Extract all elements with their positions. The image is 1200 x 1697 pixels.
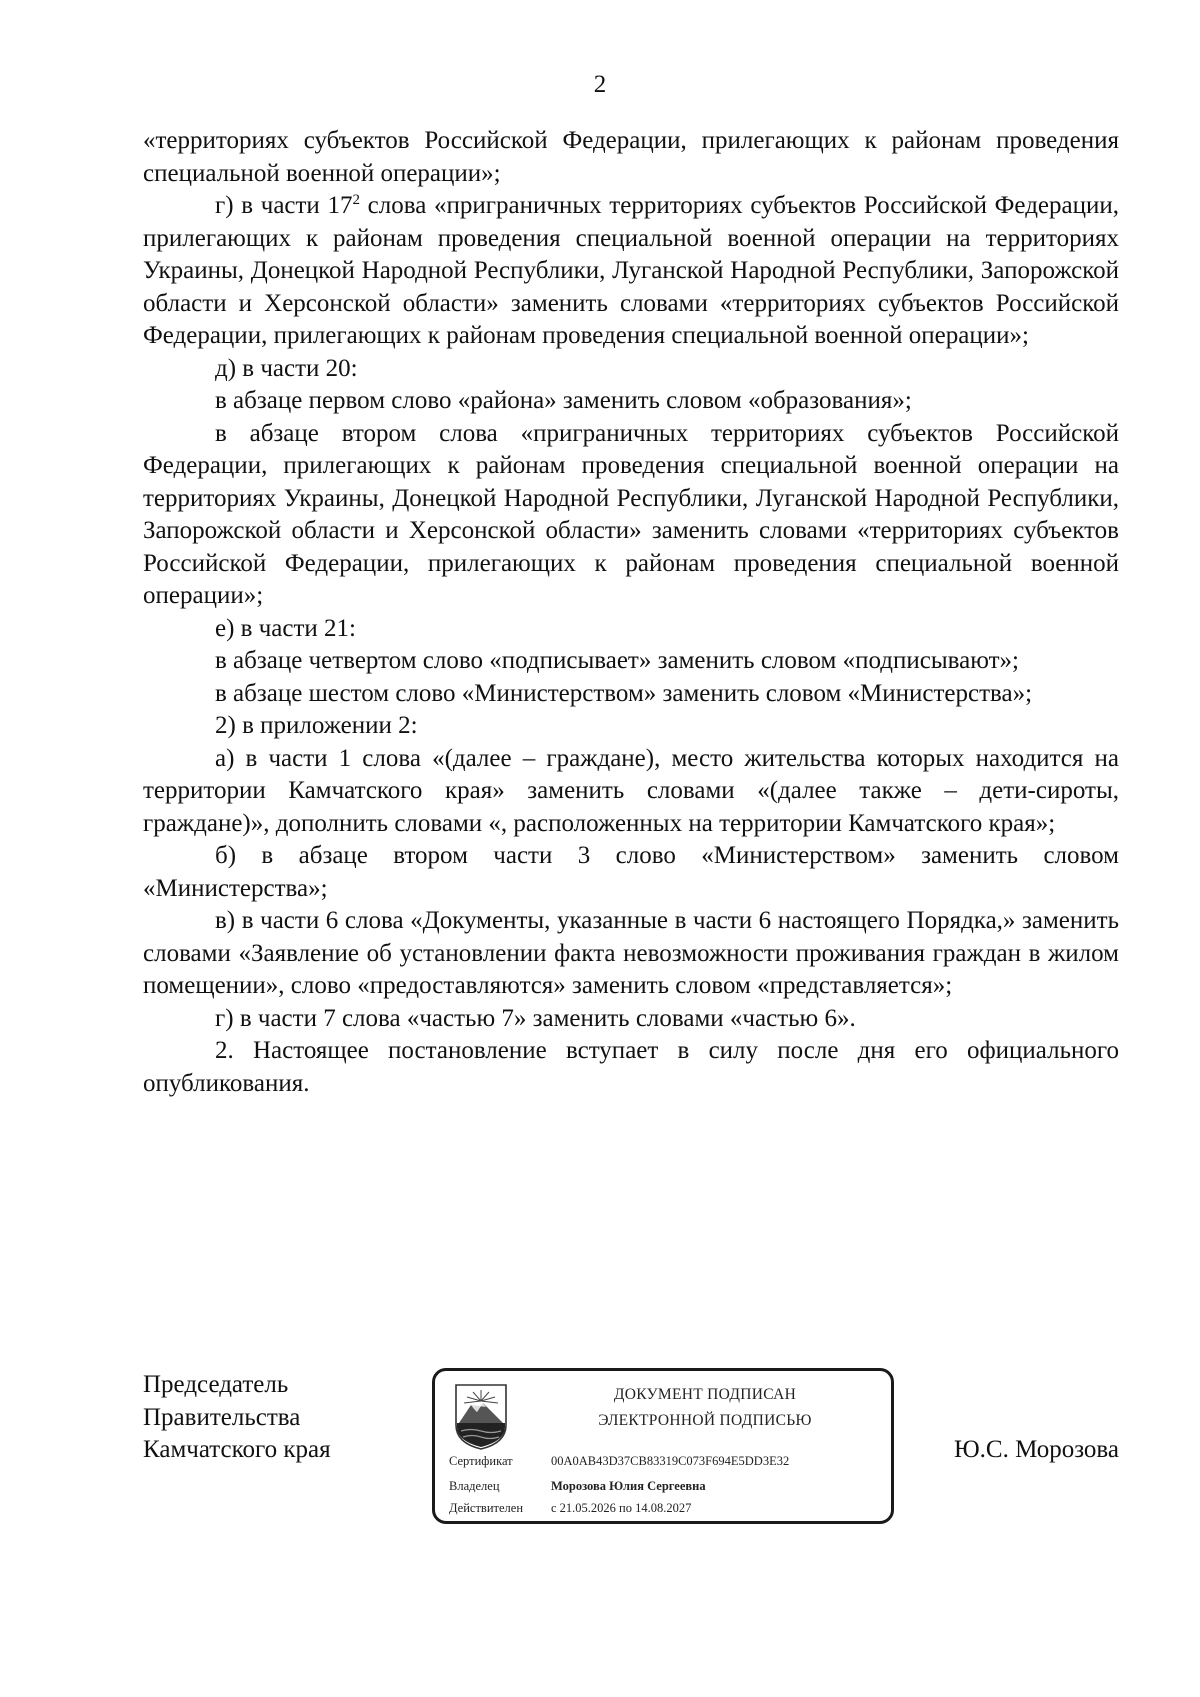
stamp-label: Сертификат [449,1454,513,1468]
stamp-title: ДОКУМЕНТ ПОДПИСАН [613,1386,797,1403]
signer-title-line: Камчатского края [143,1436,331,1463]
paragraph: е) в части 21: [215,614,356,642]
stamp-label: Владелец [449,1479,500,1493]
paragraph: в абзаце шестом слово «Министерством» заменить словом «Министерства»; [215,679,1033,707]
paragraph: в абзаце первом слово «района» заменить словом «образования»; [215,387,912,414]
paragraph: 2) в приложении 2: [215,712,418,739]
stamp-owner-row [449,1478,706,1494]
paragraph: г) в части 7 слова «частью 7» заменить словами «частью 6». [215,1004,856,1032]
document-body [143,125,1119,1100]
signer-name: Ю.С. Морозова [953,1436,1119,1463]
paragraph: в) в части 6 слова «Документы, указанные в части 6 настоящего Порядка,» заменить словами «Заявление об установлении факта невозможности проживания граждан в жилом помещении», слово «предоставляются» заменить словом «представляется»; [143,907,1119,999]
paragraph: б) в абзаце втором части 3 слово «Министерством» заменить словом «Министерства»; [143,842,1119,902]
page-number: 2 [593,71,607,98]
signer-title-line: Председатель [143,1371,289,1398]
paragraph: д) в части 20: [215,354,358,382]
stamp-title: ЭЛЕКТРОННОЙ ПОДПИСЬЮ [598,1412,812,1429]
paragraph: в абзаце втором слова «приграничных территориях субъектов Российской Федерации, прилегающих к районам проведения специальной военной операции на территориях Украины, Донецкой Народной Республики, Луганской Народной Республики, Запорожской области и Херсонской области» заменить словами «территориях субъектов Российской Федерации, прилегающих к районам проведения специальной военной операции»; [143,419,1119,609]
owner-name: Морозова Юлия Сергеевна [551,1479,706,1493]
stamp-label: Действителен [449,1501,524,1515]
paragraph: г) в части $17^2$ слова «приграничных территориях субъектов Российской Федерации, прилегающих к районам проведения специальной военной операции на территориях Украины, Донецкой Народной Республики, Луганской Народной Республики, Запорожской области и Херсонской области» заменить словами «территориях субъектов Российской Федерации, прилегающих к районам проведения специальной военной операции»; [143,192,1120,349]
signer-title-line: Правительства [143,1403,301,1431]
paragraph: 2. Настоящее постановление вступает в силу после дня его официального опубликования. [143,1037,1119,1097]
stamp-certificate-row [449,1453,789,1469]
stamp-validity-row [449,1500,691,1516]
electronic-signature-stamp [432,1368,894,1524]
signer-title [143,1369,331,1467]
paragraph: в абзаце четвертом слово «подписывает» заменить словом «подписывают»; [215,647,1019,674]
paragraph: а) в части 1 слова «(далее – граждане), место жительства которых находится на территории Камчатского края» заменить словами «(далее также – дети-сироты, граждане)», дополнить словами «, расположенных на территории Камчатского края»; [143,744,1119,837]
paragraph: «территориях субъектов Российской Федерации, прилегающих к районам проведения специальной военной операции»; [143,127,1119,187]
superscript: 2 [352,192,360,208]
kamchatka-emblem-icon [453,1381,509,1451]
validity-period: с 21.05.2026 по 14.08.2027 [551,1501,692,1515]
certificate-number: 00A0AB43D37CB83319C073F694E5DD3E32 [551,1454,790,1468]
